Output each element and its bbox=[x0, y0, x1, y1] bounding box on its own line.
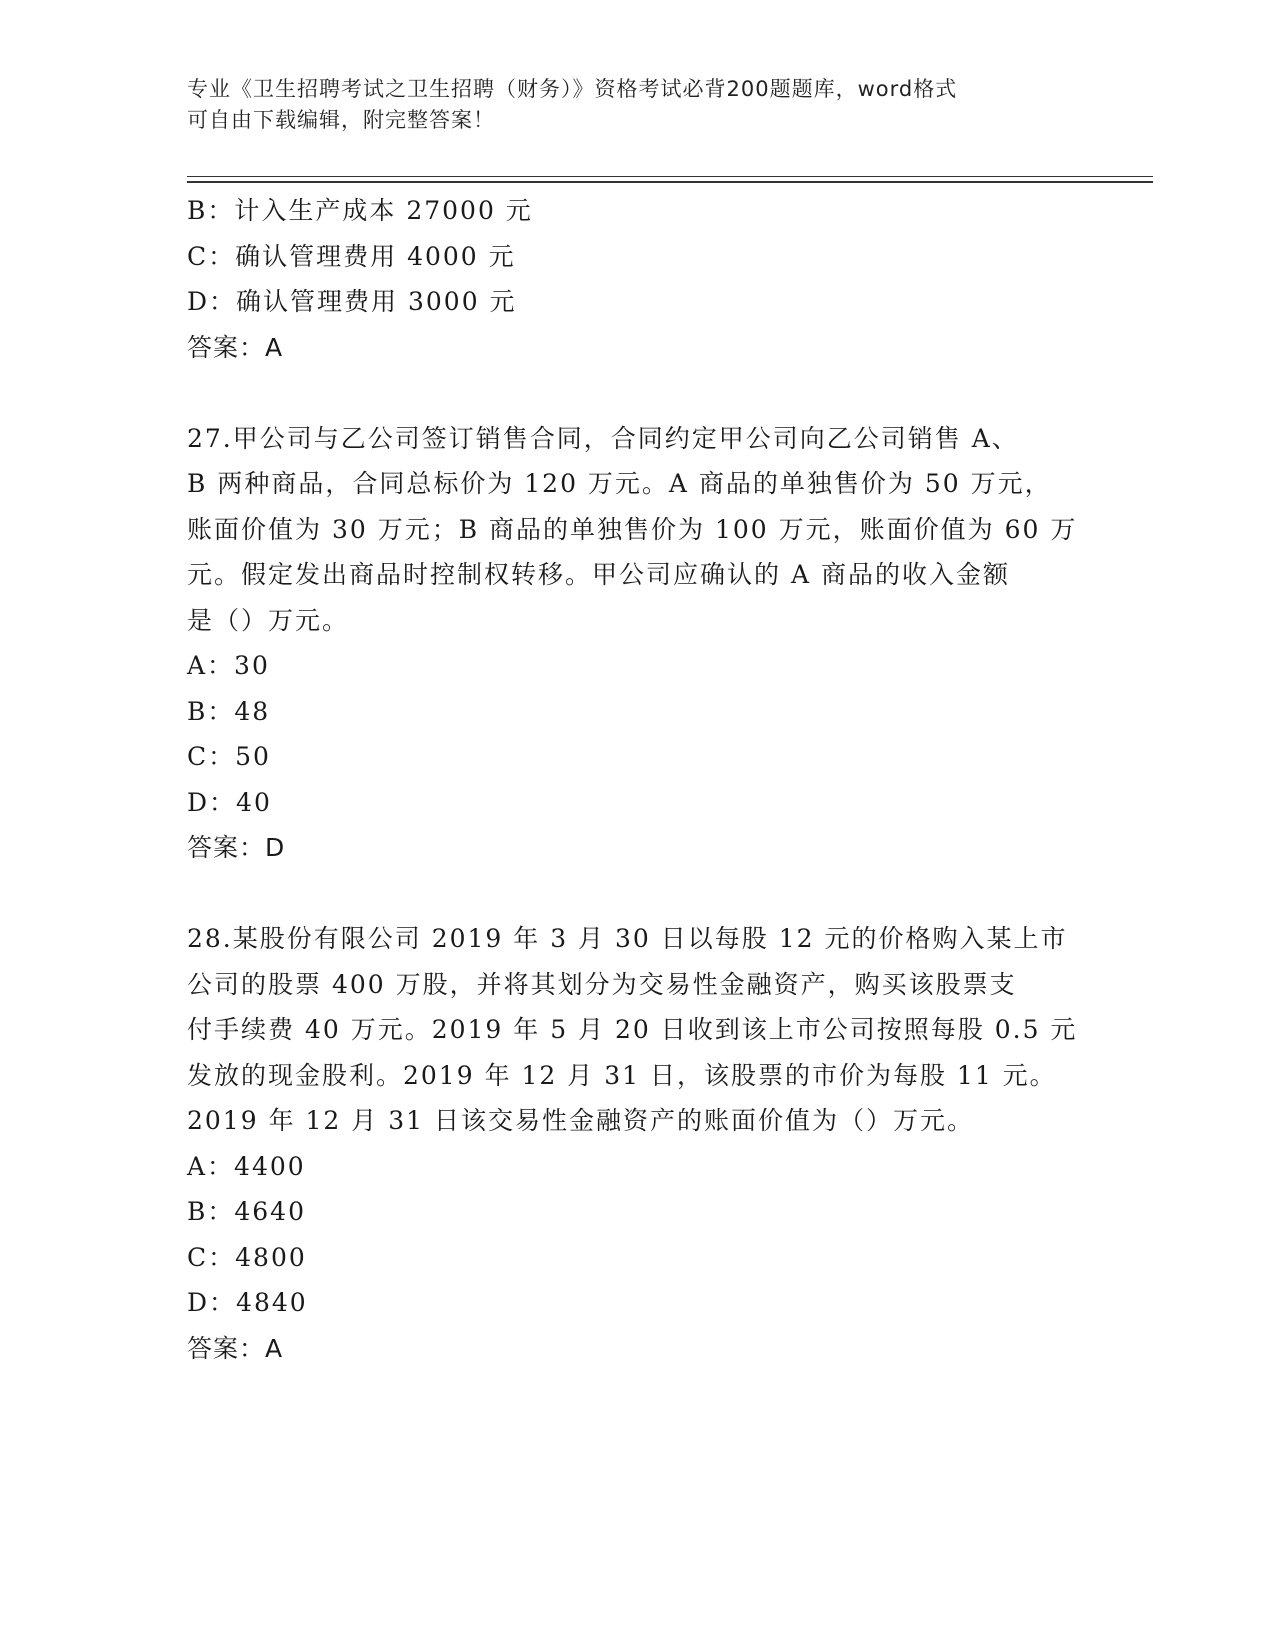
option-b: B：48 bbox=[187, 696, 271, 726]
question-27 bbox=[187, 416, 1087, 871]
answer: 答案：A bbox=[187, 1333, 284, 1363]
option-d: D：确认管理费用 3000 元 bbox=[187, 287, 517, 316]
previous-question-tail bbox=[187, 188, 1087, 370]
question-stem-line: 发放的现金股利。2019 年 12 月 31 日，该股票的市价为每股 11 元。 bbox=[187, 1060, 1057, 1090]
question-28 bbox=[187, 916, 1087, 1371]
question-stem-line: 元。假定发出商品时控制权转移。甲公司应确认的 A 商品的收入金额 bbox=[187, 560, 1010, 589]
header-line-1: 专业《卫生招聘考试之卫生招聘（财务）》资格考试必背200题题库，word格式 bbox=[187, 77, 958, 101]
question-stem-line: 账面价值为 30 万元；B 商品的单独售价为 100 万元，账面价值为 60 万 bbox=[187, 514, 1078, 544]
question-content bbox=[187, 188, 1087, 1371]
option-c: C：确认管理费用 4000 元 bbox=[187, 241, 516, 271]
answer: 答案：D bbox=[187, 833, 286, 862]
option-d: D：40 bbox=[187, 787, 272, 817]
option-a: A：4400 bbox=[187, 1151, 306, 1181]
option-c: C：4800 bbox=[187, 1242, 307, 1272]
question-stem-line: 付手续费 40 万元。2019 年 5 月 20 日收到该上市公司按照每股 0.5 元 bbox=[187, 1015, 1078, 1044]
option-a: A：30 bbox=[187, 651, 270, 680]
option-d: D：4840 bbox=[187, 1288, 308, 1317]
spacer bbox=[187, 370, 1087, 416]
spacer bbox=[187, 871, 1087, 917]
question-stem-line: 2019 年 12 月 31 日该交易性金融资产的账面价值为（）万元。 bbox=[187, 1106, 974, 1135]
header-line-2: 可自由下载编辑，附完整答案！ bbox=[187, 108, 495, 132]
question-stem-line: 公司的股票 400 万股，并将其划分为交易性金融资产，购买该股票支 bbox=[187, 969, 1017, 999]
question-stem-line: 28.某股份有限公司 2019 年 3 月 30 日以每股 12 元的价格购入某上市 bbox=[187, 924, 1068, 953]
question-stem-line: 是（）万元。 bbox=[187, 605, 350, 635]
header-divider-thick bbox=[187, 181, 1153, 183]
header-divider-thin bbox=[187, 176, 1153, 177]
question-stem-line: 27.甲公司与乙公司签订销售合同，合同约定甲公司向乙公司销售 A、 bbox=[187, 423, 1019, 453]
option-c: C：50 bbox=[187, 742, 271, 771]
option-b: B：4640 bbox=[187, 1197, 306, 1226]
answer: 答案：A bbox=[187, 332, 284, 362]
question-stem-line: B 两种商品，合同总标价为 120 万元。A 商品的单独售价为 50 万元， bbox=[187, 469, 1052, 498]
option-b: B：计入生产成本 27000 元 bbox=[187, 196, 533, 225]
document-header bbox=[187, 74, 1067, 136]
